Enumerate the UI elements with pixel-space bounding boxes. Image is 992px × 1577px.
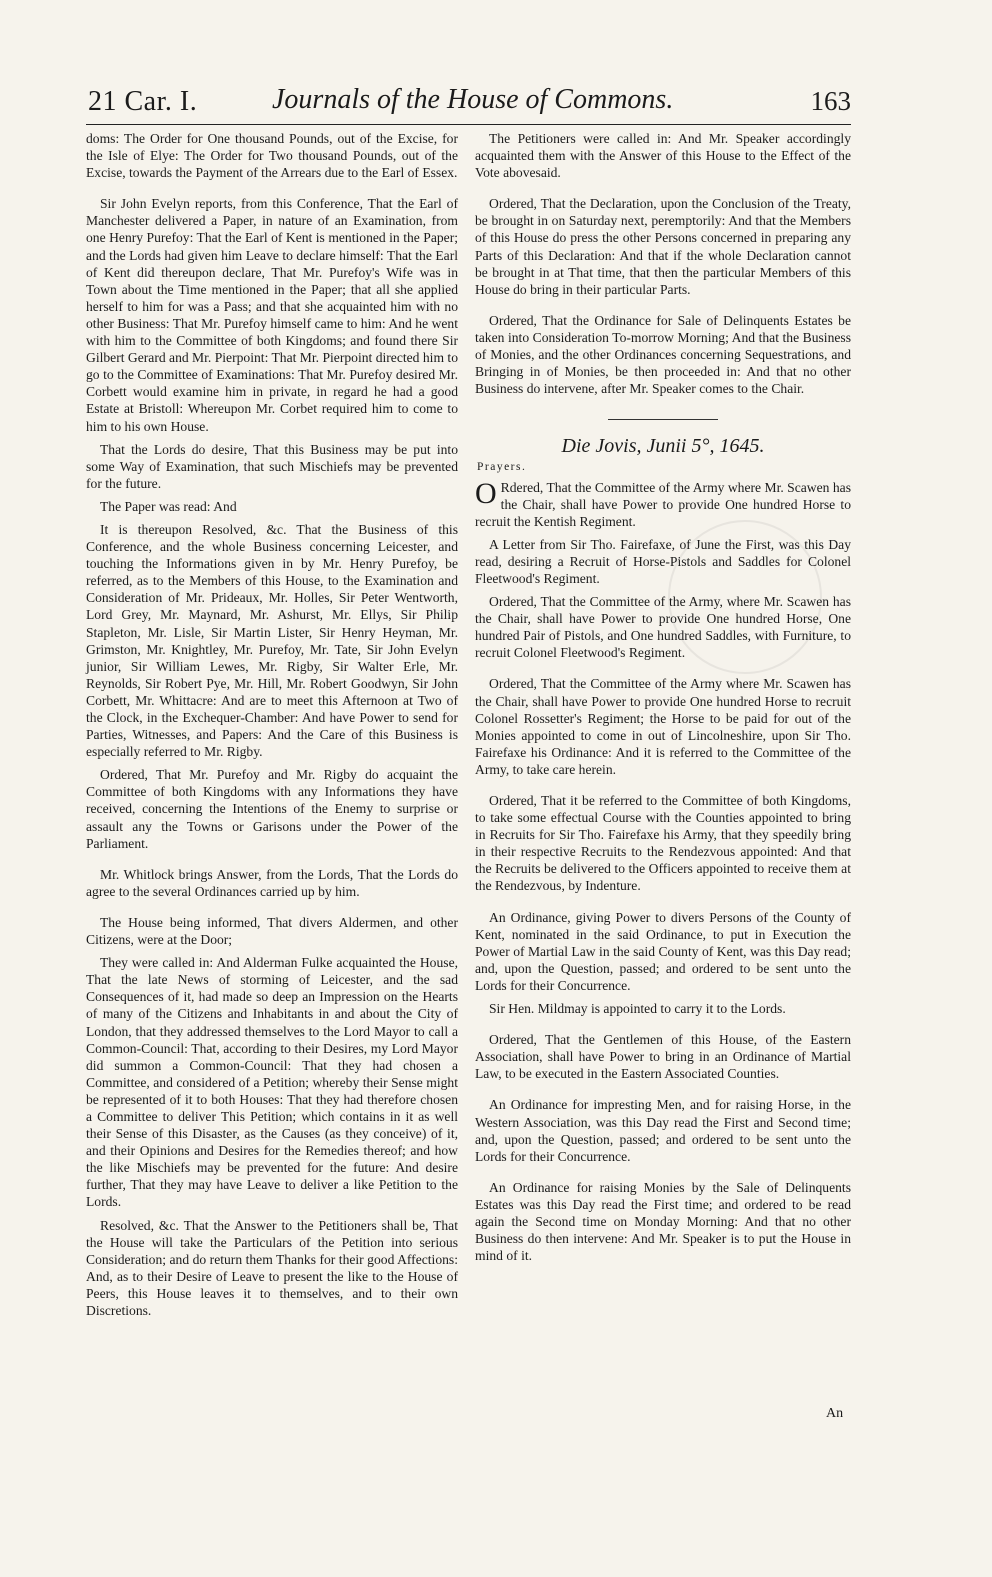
paragraph: The Paper was read: And [100,498,237,514]
paragraph: They were called in: And Alderman Fulke acquainted the House, That the late News of storming of Leicester, and the sad Consequences of it, had made so deep an Impression on the Hearts of many of the Citizens and Inhabitants in and about the City of London, that they addressed themselves to the Lord Mayor to call a Common-Council: That, according to their Desires, my Lord Mayor did summon a Common-Council: That they had chosen a Committee, and considered of a Petition; whereby their Sense might be represented of it to both Houses: That they had therefore chosen a Committee to deliver This Petition; which contains in it as well their Sense of this Disaster, as the Causes (as they conceive) of it, and their Opinions and Desires for the Remedies thereof; and how the like Mischiefs may be prevented for the future: And desire further, That they may have Leave to deliver a like Petition to the Lords. [86,955,458,1210]
right-column-bottom [475,536,851,1264]
regnal-year: 21 Car. I. [88,86,198,117]
paragraph: It is thereupon Resolved, &c. That the Business of this Conference, and the whole Business concerning Leicester, and touching the Informations given in by Mr. Henry Purefoy, be referred, as to the Members of this House, to the Examination and Consideration of Mr. Prideaux, Mr. Holles, Sir Peter Wentworth, Lord Grey, Mr. Maynard, Mr. Ashurst, Mr. Ellys, Sir Philip Stapleton, Mr. Lisle, Sir Martin Lister, Sir Henry Heyman, Mr. Grimston, Mr. Knightley, Mr. Purefoy, Mr. Tate, Sir John Evelyn junior, Sir William Lewes, Mr. Rigby, Sir Walter Erle, Mr. Reynolds, Sir Robert Pye, Mr. Hill, Mr. Robert Goodwyn, Sir John Corbett, Mr. Whittacre: And are to meet this Afternoon at Two of the Clock, in the Exchequer-Chamber: And have Power to send for Parties, Witnesses, and Papers: And the Care of this Business is especially referred to Mr. Rigby. [86,521,458,760]
paragraph: Resolved, &c. That the Answer to the Petitioners shall be, That the House will take the Particulars of the Petition into serious Consideration; and do return them Thanks for their good Affections: And, as to their Desire of Leave to present the like to the House of Peers, this House leaves it to themselves, and to their own Discretions. [86,1217,458,1318]
paragraph: Mr. Whitlock brings Answer, from the Lords, That the Lords do agree to the several Ordinances carried up by him. [86,866,458,899]
journal-title: Journals of the House of Commons. [272,84,674,115]
paragraph: The Petitioners were called in: And Mr. Speaker accordingly acquainted them with the Answer of this House to the Effect of the Vote abovesaid. [475,131,851,181]
running-header [86,84,851,125]
page-number: 163 [810,86,851,116]
paragraph: Ordered, That it be referred to the Committee of both Kingdoms, to take some effectual Course with the Counties appointed to bring in Recruits for Sir Tho. Fairefaxe his Army, that they speedily bring in their respective Recruits to the Rendezvous appointed: And that the Recruits be delivered to the Officers appointed to receive them at the Rendezvous, by Indenture. [475,793,851,894]
paragraph: Ordered, That the Declaration, upon the Conclusion of the Treaty, be brought in on Saturday next, peremptorily: And that the Members of this House do press the other Persons concerned in preparing any Parts of this Declaration: And that if the whole Declaration cannot be brought in at That time, that then the particular Members of this House do bring in their particular Parts. [475,196,851,297]
left-column [86,130,458,1325]
paragraph: Ordered, That the Committee of the Army where Mr. Scawen has the Chair, shall have Power to provide One hundred Horse to recruit Colonel Rossetter's Regiment; the Horse to be paid for out of the Monies appointed to come in out of Lincolneshire, upon Sir Tho. Fairefaxe his Ordinance: And it is referred to the Committee of the Army, to take care herein. [475,676,851,777]
paragraph: doms: The Order for One thousand Pounds, out of the Excise, for the Isle of Elye: The Order for Two thousand Pounds, out of the Excise, towards the Payment of the Arrears due to the Earl of Essex. [86,131,458,181]
paragraph: Ordered, That the Gentlemen of this House, of the Eastern Association, shall have Power to bring in an Ordinance of Martial Law, to be executed in the Eastern Associated Counties. [475,1032,851,1082]
paragraph: The House being informed, That divers Aldermen, and other Citizens, were at the Door; [86,914,458,948]
first-order-paragraph [475,476,851,530]
prayers-label: Prayers. [477,461,527,474]
right-column [475,130,851,1270]
right-column-top [475,130,851,397]
paragraph: An Ordinance, giving Power to divers Persons of the County of Kent, nominated in the said Ordinance, to put in Execution the Power of Martial Law in the said County of Kent, was this Day read; and, upon the Question, passed; and ordered to be sent unto the Lords for their Concurrence. [475,909,851,993]
paragraph: Sir John Evelyn reports, from this Conference, That the Earl of Manchester delivered a Paper, in nature of an Examination, from one Henry Purefoy: That the Earl of Kent is mentioned in the Paper; and the Lords had given him Leave to declare himself: That the Earl of Kent did thereupon declare, That Mr. Purefoy's Wife was in Town about the Time mentioned in the Paper; that all she applied herself to him for was a Pass; and that she acquainted him with no other Business: That Mr. Purefoy himself came to him: And he went with him to the Committee of both Kingdoms; and found there Sir Gilbert Gerard and Mr. Pierpoint: That Mr. Pierpoint directed him to go to the Committee of Examinations: That Mr. Purefoy desired Mr. Corbett would examine him in private, in regard he had a good Estate at Bristoll: Whereupon Mr. Corbet required him to come to him to his own House. [86,196,458,434]
paragraph: A Letter from Sir Tho. Fairefaxe, of June the First, was this Day read, desiring a Recruit of Horse-Pistols and Saddles for Colonel Fleetwood's Regiment. [475,536,851,586]
section-divider [608,419,718,420]
session-date-heading: Die Jovis, Junii 5°, 1645. [561,435,765,458]
paragraph: An Ordinance for raising Monies by the Sale of Delinquents Estates was this Day read the First time; and ordered to be read again the Second time on Monday Morning: And that no other Business do then intervene: And Mr. Speaker is to put the House in mind of it. [475,1179,851,1264]
paragraph: Ordered, That the Committee of the Army, where Mr. Scawen has the Chair, shall have Power to provide One hundred Horse, One hundred Pair of Pistols, and One hundred Saddles, with Furniture, to recruit Colonel Fleetwood's Regiment. [475,594,851,661]
drop-capital: O [475,476,497,510]
first-order-text: Rdered, That the Committee of the Army where Mr. Scawen has the Chair, shall have Power to provide One hundred Horse to recruit the Kentish Regiment. [475,479,851,529]
paragraph: Ordered, That the Ordinance for Sale of Delinquents Estates be taken into Consideration To-morrow Morning; And that the Business of Monies, and the other Ordinances concerning Sequestrations, and Bringing in of Monies, be then proceeded in: And that no other Business do intervene, after Mr. Speaker comes to the Chair. [475,312,851,397]
paragraph: Sir Hen. Mildmay is appointed to carry it to the Lords. [489,1001,786,1017]
paragraph: That the Lords do desire, That this Business may be put into some Way of Examination, that such Mischiefs may be prevented for the future. [86,441,458,491]
paragraph: An Ordinance for impresting Men, and for raising Horse, in the Western Association, was this Day read the First and Second time; and, upon the Question, passed; and ordered to be sent unto the Lords for their Concurrence. [475,1097,851,1164]
catchword: An [826,1406,844,1421]
paragraph: Ordered, That Mr. Purefoy and Mr. Rigby do acquaint the Committee of both Kingdoms with any Informations they have received, concerning the Intentions of the Enemy to surprise or assault any the Towns or Garisons under the Power of the Parliament. [86,767,458,851]
